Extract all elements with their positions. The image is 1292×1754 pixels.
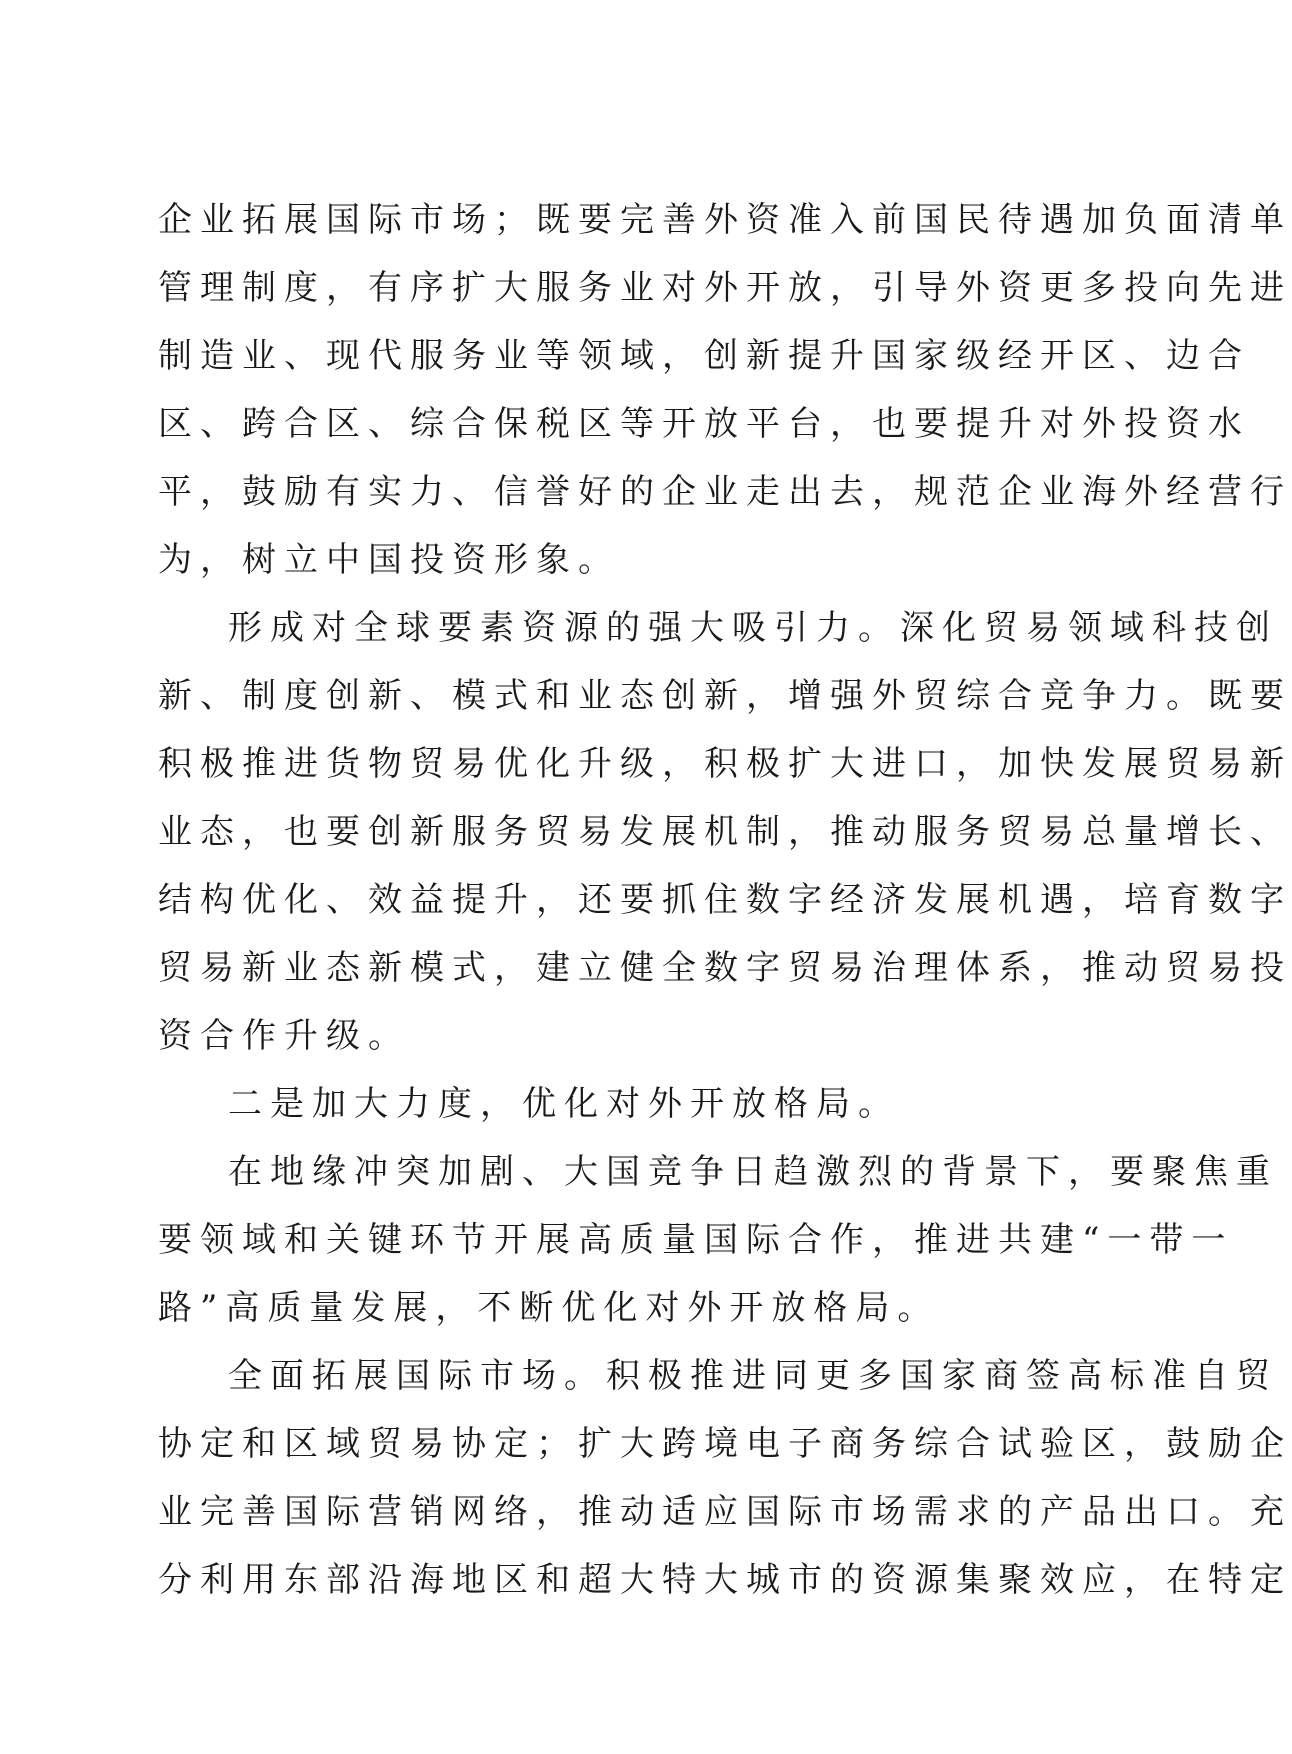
text-line: 协定和区域贸易协定；扩大跨境电子商务综合试验区，鼓励企 <box>158 1424 1292 1464</box>
text-line: 企业拓展国际市场；既要完善外资准入前国民待遇加负面清单 <box>158 200 1292 240</box>
text-line: 积极推进货物贸易优化升级，积极扩大进口，加快发展贸易新 <box>158 744 1292 784</box>
text-line: 业态，也要创新服务贸易发展机制，推动服务贸易总量增长、 <box>158 812 1292 852</box>
text-line: 资合作升级。 <box>158 1016 410 1056</box>
paragraph-heading-line: 形成对全球要素资源的强大吸引力。深化贸易领域科技创 <box>228 608 1278 648</box>
text-line: 制造业、现代服务业等领域，创新提升国家级经开区、边合 <box>158 336 1250 376</box>
text-line: 为，树立中国投资形象。 <box>158 540 620 580</box>
text-line: 平，鼓励有实力、信誉好的企业走出去，规范企业海外经营行 <box>158 472 1292 512</box>
text-line: 结构优化、效益提升，还要抓住数字经济发展机遇，培育数字 <box>158 880 1292 920</box>
section-heading-line: 二是加大力度，优化对外开放格局。 <box>228 1084 900 1124</box>
text-line: 分利用东部沿海地区和超大特大城市的资源集聚效应，在特定 <box>158 1560 1292 1600</box>
body-text <box>158 186 1292 1614</box>
text-line: 路”高质量发展，不断优化对外开放格局。 <box>158 1288 940 1328</box>
text-line: 新、制度创新、模式和业态创新，增强外贸综合竞争力。既要 <box>158 676 1292 716</box>
paragraph-heading-line: 全面拓展国际市场。积极推进同更多国家商签高标准自贸 <box>228 1356 1278 1396</box>
text-line: 在地缘冲突加剧、大国竞争日趋激烈的背景下，要聚焦重 <box>228 1152 1278 1192</box>
text-line: 业完善国际营销网络，推动适应国际市场需求的产品出口。充 <box>158 1492 1292 1532</box>
text-line: 要领域和关键环节开展高质量国际合作，推进共建“一带一 <box>158 1220 1234 1260</box>
text-line: 区、跨合区、综合保税区等开放平台，也要提升对外投资水 <box>158 404 1250 444</box>
text-line: 贸易新业态新模式，建立健全数字贸易治理体系，推动贸易投 <box>158 948 1292 988</box>
text-line: 管理制度，有序扩大服务业对外开放，引导外资更多投向先进 <box>158 268 1292 308</box>
